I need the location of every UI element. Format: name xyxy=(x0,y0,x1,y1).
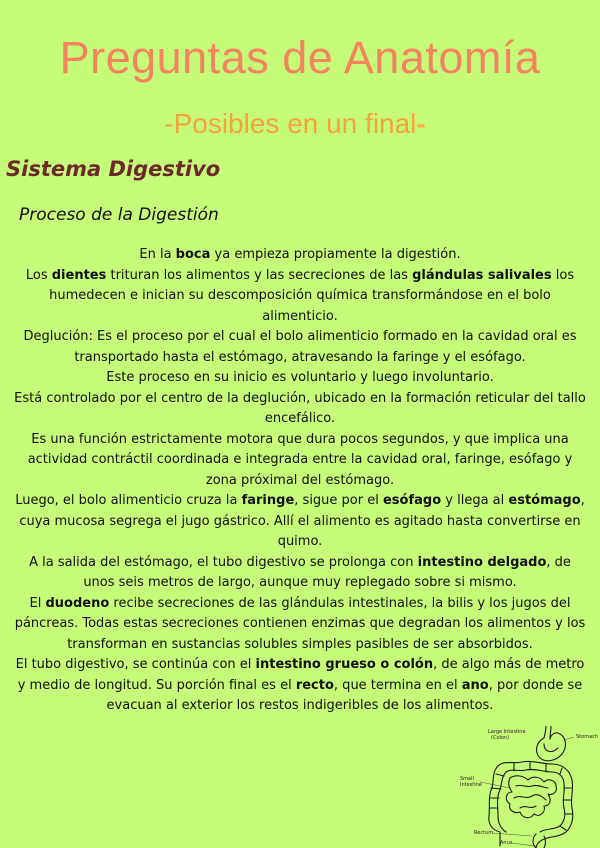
bold-term: estómago xyxy=(508,493,581,508)
label-small: Small xyxy=(460,776,474,782)
bold-term: glándulas salivales xyxy=(412,267,552,283)
page-title: Preguntas de Anatomía xyxy=(59,32,541,83)
bold-term: dientes xyxy=(51,267,107,283)
text-run: , que termina en el xyxy=(333,677,462,693)
text-run: , de unos seis metros de largo, aunque muy replegado sobre si mismo. xyxy=(83,554,571,590)
page-subtitle xyxy=(0,108,590,140)
text-run: , sigue por el xyxy=(294,493,383,508)
text-run: Está controlado por el centro de la deglución, ubicado en la formación reticular del tallo encefálico. xyxy=(14,390,586,426)
subtitle-text: -Posibles en un final xyxy=(164,108,417,139)
paragraph-5 xyxy=(14,389,586,430)
text-run: Los xyxy=(25,267,52,283)
bold-term: faringe xyxy=(241,493,295,508)
bold-term: ano xyxy=(461,677,489,693)
stomach-outline xyxy=(537,733,566,761)
paragraph-8 xyxy=(14,553,586,594)
text-run: El tubo digestivo, se continúa con el xyxy=(15,657,256,672)
paragraph-10 xyxy=(14,655,586,717)
text-run: los humedecen e inician su descomposición química transformándose en el bolo alimenticio. xyxy=(49,267,575,324)
paragraph-2 xyxy=(14,266,586,328)
body-text xyxy=(14,245,586,717)
digestive-system-diagram xyxy=(458,726,600,848)
bold-term: intestino delgado xyxy=(417,554,547,570)
paragraph-7 xyxy=(14,491,586,553)
text-run: El xyxy=(29,595,46,611)
text-run: trituran los alimentos y las secreciones de las xyxy=(106,267,413,283)
bold-term: recto xyxy=(295,677,334,693)
bold-term: duodeno xyxy=(45,595,110,611)
paragraph-9 xyxy=(14,594,586,656)
paragraph-4 xyxy=(14,368,586,389)
label-intestine: Intestine xyxy=(460,782,482,788)
text-run: En la xyxy=(139,247,176,262)
text-run: recibe secreciones de las glándulas intestinales, la bilis y los jugos del páncreas. Todas estas secreciones contienen enzimas que degradan los alimentos y los transforman en sustancias solubles simples pasibles de ser absorbidos. xyxy=(14,595,586,652)
text-run: , cuya mucosa segrega el jugo gástrico. Allí el alimento es agitado hasta convertirse en quimo. xyxy=(19,493,585,549)
text-run: y llega al xyxy=(441,493,509,508)
paragraph-1 xyxy=(14,245,586,266)
label-stomach: Stomach xyxy=(576,734,599,740)
text-run: Este proceso en su inicio es voluntario y luego involuntario. xyxy=(106,370,494,385)
label-large-intestine: Large Intestine xyxy=(488,729,526,735)
bold-term: esófago xyxy=(382,493,442,508)
subsection-title: Proceso de la Digestión xyxy=(19,205,219,225)
text-run: , por donde se evacuan al exterior los restos indigeribles de los alimentos. xyxy=(106,677,583,713)
text-run: Es una función estrictamente motora que dura pocos segundos, y que implica una actividad contráctil coordinada e integrada entre la cavidad oral, faringe, esófago y zona próximal del estómago. xyxy=(27,431,573,488)
text-run: , de algo más de metro y medio de longitud. Su porción final es el xyxy=(17,657,585,693)
label-rectum: Rectum xyxy=(474,830,494,836)
label-anus: Anus xyxy=(500,840,513,846)
subtitle-dash: - xyxy=(416,108,426,139)
text-run: Luego, el bolo alimenticio cruza la xyxy=(15,493,242,508)
text-run: A la salida del estómago, el tubo digestivo se prolonga con xyxy=(29,554,418,570)
label-colon: (Colon) xyxy=(491,735,510,741)
bold-term: boca xyxy=(175,247,211,262)
paragraph-6 xyxy=(14,430,586,492)
text-run: Deglución: Es el proceso por el cual el bolo alimenticio formado en la cavidad oral es transportado hasta el estómago, atravesando la faringe y el esófago. xyxy=(23,329,577,365)
bold-term: intestino grueso o colón xyxy=(255,657,434,672)
text-run: ya empieza propiamente la digestión. xyxy=(210,247,461,262)
section-title: Sistema Digestivo xyxy=(6,157,221,181)
paragraph-3 xyxy=(14,327,586,368)
